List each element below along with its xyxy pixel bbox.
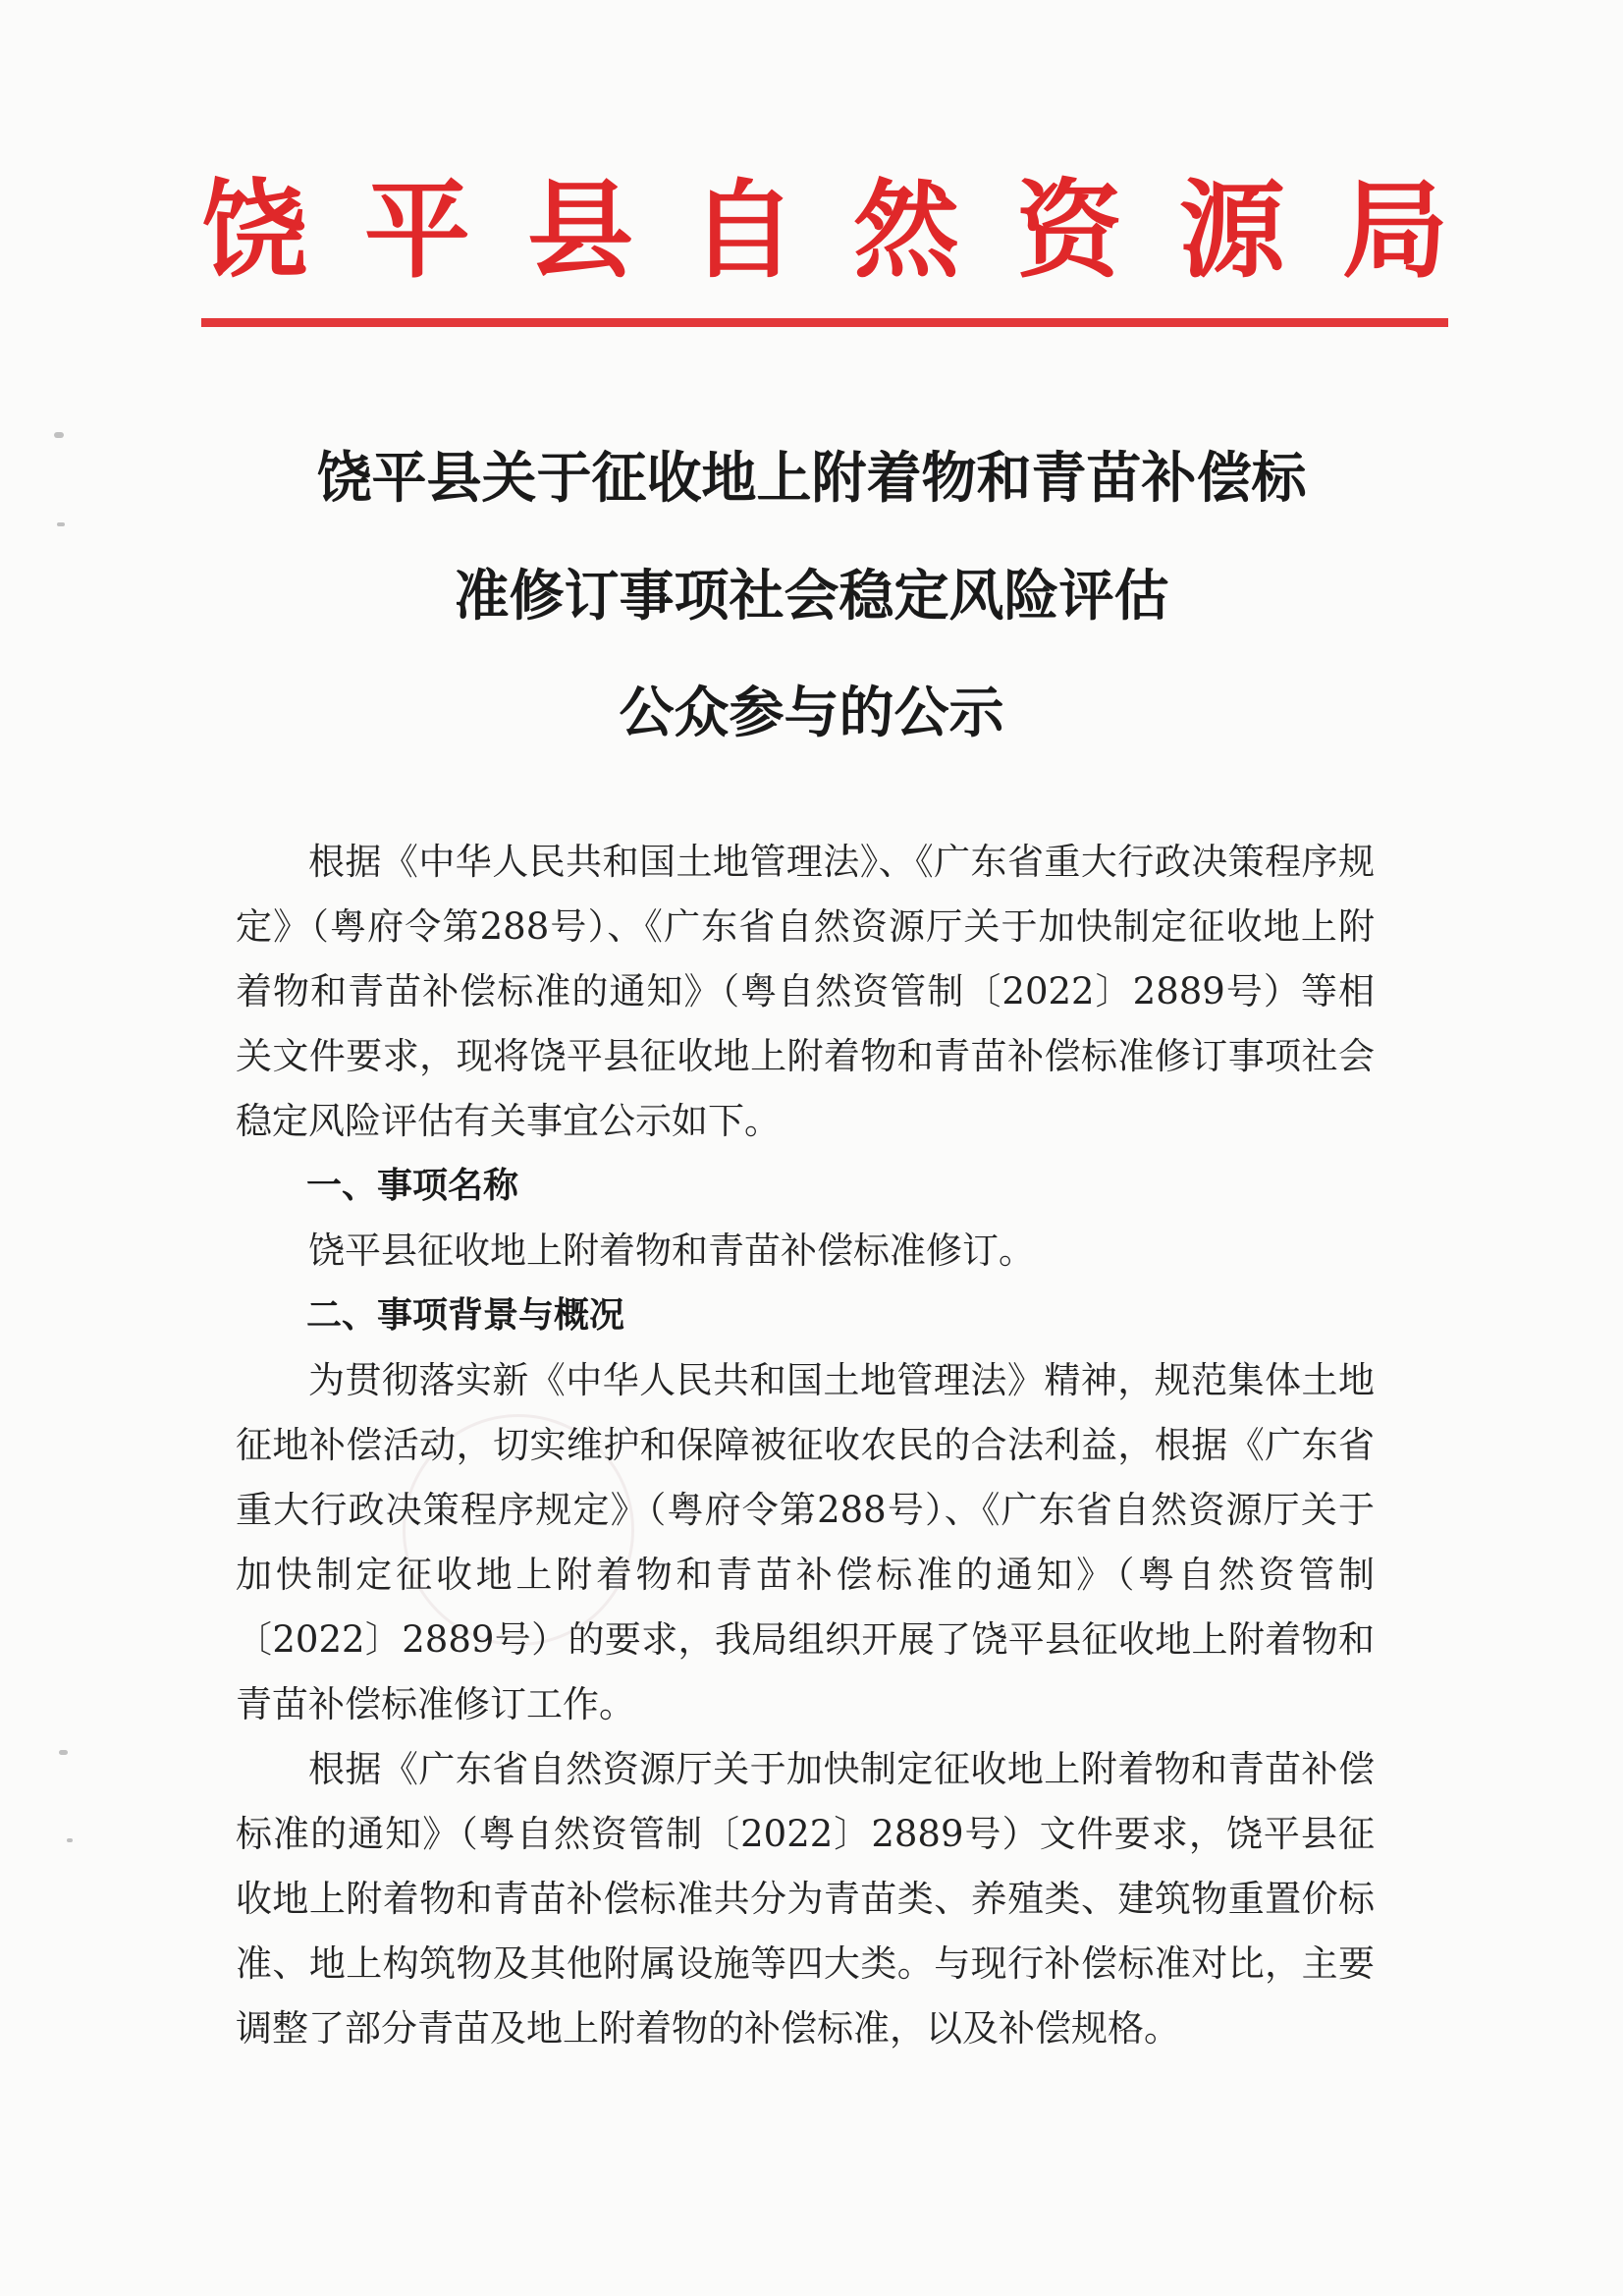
letterhead-char: 自	[689, 169, 796, 293]
letterhead-char: 然	[852, 169, 959, 293]
letterhead-org-name	[201, 167, 1448, 295]
scan-speck	[59, 1750, 68, 1755]
section-1-heading: 一、事项名称	[306, 1166, 519, 1206]
section-1-text: 饶平县征收地上附着物和青苗补偿标准修订。	[308, 1230, 1035, 1272]
scan-speck	[67, 1838, 73, 1842]
letterhead-char: 平	[363, 169, 470, 293]
document-title-line-1: 饶平县关于征收地上附着物和青苗补偿标	[316, 447, 1307, 511]
intro-paragraph: 根据《中华人民共和国土地管理法》、《广东省重大行政决策程序规定》（粤府令第288号）、《广东省自然资源厅关于加快制定征收地上附着物和青苗补偿标准的通知》（粤自然资管制〔2022〕2889号）等相关文件要求，现将饶平县征收地上附着物和青苗补偿标准修订事项社会稳定风险评估有关事宜公示如下。	[236, 841, 1375, 1142]
letterhead-red-rule	[201, 318, 1448, 327]
letterhead-char: 局	[1341, 169, 1448, 293]
scan-speck	[54, 432, 64, 438]
letterhead-char: 县	[526, 169, 633, 293]
document-body	[236, 830, 1375, 2061]
letterhead-char: 源	[1178, 169, 1285, 293]
section-2-heading: 二、事项背景与概况	[306, 1295, 625, 1336]
section-2-paragraph-2: 根据《广东省自然资源厅关于加快制定征收地上附着物和青苗补偿标准的通知》（粤自然资管制〔2022〕2889号）文件要求，饶平县征收地上附着物和青苗补偿标准共分为青苗类、养殖类、建筑物重置价标准、地上构筑物及其他附属设施等四大类。与现行补偿标准对比，主要调整了部分青苗及地上附着物的补偿标准，以及补偿规格。	[236, 1748, 1375, 2050]
document-title-line-3: 公众参与的公示	[619, 682, 1004, 745]
document-title-line-2: 准修订事项社会稳定风险评估	[454, 565, 1169, 629]
letterhead-char: 饶	[201, 169, 308, 293]
letterhead-char: 资	[1015, 169, 1122, 293]
scan-speck	[57, 522, 65, 526]
section-2-paragraph-1: 为贯彻落实新《中华人民共和国土地管理法》精神，规范集体土地征地补偿活动，切实维护和保障被征收农民的合法利益，根据《广东省重大行政决策程序规定》（粤府令第288号）、《广东省自然资源厅关于加快制定征收地上附着物和青苗补偿标准的通知》（粤自然资管制〔2022〕2889号）的要求，我局组织开展了饶平县征收地上附着物和青苗补偿标准修订工作。	[236, 1359, 1375, 1725]
